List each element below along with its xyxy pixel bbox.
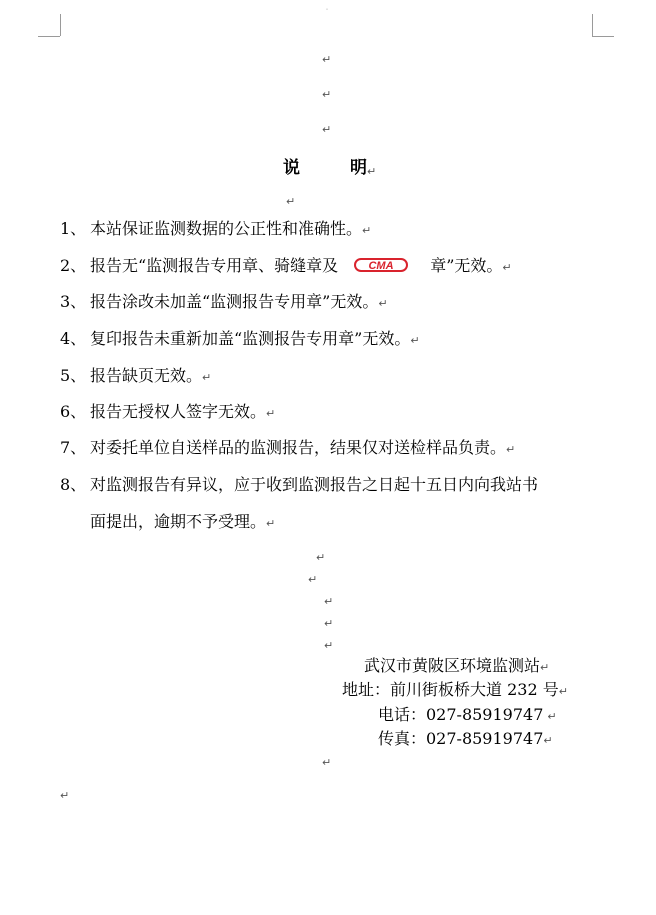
paragraph-mark: ↵	[558, 685, 568, 698]
paragraph-mark: ↵	[322, 88, 332, 101]
organization-name	[364, 656, 549, 676]
list-item	[60, 256, 512, 276]
paragraph-mark: ↵	[60, 789, 70, 802]
paragraph-mark: ↵	[410, 334, 420, 347]
paragraph-mark: ↵	[362, 224, 372, 237]
item-number: 2、	[60, 256, 87, 275]
page-title	[283, 153, 376, 178]
item-text-suffix: 章”无效。	[430, 256, 503, 275]
item-text: 对监测报告有异议，应于收到监测报告之日起十五日内向我站书	[90, 475, 539, 494]
item-text: 对委托单位自送样品的监测报告，结果仅对送检样品负责。	[90, 438, 507, 457]
item-text: 复印报告未重新加盖“监测报告专用章”无效。	[90, 329, 411, 348]
paragraph-mark: ↵	[324, 617, 334, 630]
crop-mark-top-right-vertical	[592, 14, 593, 36]
list-item	[60, 219, 371, 239]
item-text-continuation: 面提出，逾期不予受理。	[90, 512, 267, 531]
cma-logo	[354, 258, 408, 272]
paragraph-mark: ↵	[502, 261, 512, 274]
paragraph-mark: ↵	[266, 407, 276, 420]
item-number: 3、	[60, 292, 87, 311]
paragraph-mark: ↵	[543, 734, 553, 747]
paragraph-mark: ↵	[367, 165, 377, 178]
list-item-continuation	[90, 512, 275, 532]
organization-fax	[378, 729, 553, 749]
item-text: 报告无授权人签字无效。	[90, 402, 267, 421]
paragraph-mark: ↵	[266, 517, 276, 530]
list-item	[60, 366, 211, 386]
paragraph-mark: ↵	[316, 551, 326, 564]
paragraph-mark: ↵	[322, 756, 332, 769]
item-text: 报告无“监测报告专用章、骑缝章及	[90, 256, 339, 275]
header-dot-mark: ˙	[325, 8, 329, 17]
title-part-1: 说	[283, 158, 300, 178]
item-number: 8、	[60, 475, 87, 494]
cma-logo-text: CMA	[368, 260, 394, 272]
organization-phone	[378, 705, 557, 725]
paragraph-mark: ↵	[324, 639, 334, 652]
crop-mark-top-left-horizontal	[38, 36, 60, 37]
item-number: 1、	[60, 219, 87, 238]
item-text: 报告缺页无效。	[90, 366, 203, 385]
paragraph-mark: ↵	[540, 661, 550, 674]
paragraph-mark: ↵	[324, 595, 334, 608]
item-number: 5、	[60, 366, 87, 385]
item-number: 6、	[60, 402, 87, 421]
organization-fax-text: 传真：027-85919747	[378, 729, 544, 748]
title-part-2: 明	[350, 158, 367, 178]
paragraph-mark: ↵	[378, 297, 388, 310]
paragraph-mark: ↵	[308, 573, 318, 586]
crop-mark-top-left-vertical	[60, 14, 61, 36]
list-item	[60, 402, 275, 422]
item-text: 报告涂改未加盖“监测报告专用章”无效。	[90, 292, 379, 311]
crop-mark-top-right-horizontal	[592, 36, 614, 37]
item-text: 本站保证监测数据的公正性和准确性。	[90, 219, 363, 238]
paragraph-mark: ↵	[202, 371, 212, 384]
paragraph-mark: ↵	[322, 53, 332, 66]
paragraph-mark: ↵	[286, 195, 296, 208]
organization-name-text: 武汉市黄陂区环境监测站	[364, 656, 541, 675]
paragraph-mark: ↵	[506, 443, 516, 456]
list-item	[60, 329, 420, 349]
organization-phone-text: 电话：027-85919747	[378, 705, 544, 724]
paragraph-mark: ↵	[322, 123, 332, 136]
organization-address	[342, 680, 568, 700]
list-item	[60, 438, 515, 458]
item-number: 7、	[60, 438, 87, 457]
list-item	[60, 475, 538, 495]
list-item	[60, 292, 388, 312]
paragraph-mark: ↵	[547, 710, 557, 723]
organization-address-text: 地址：前川街板桥大道 232 号	[342, 680, 559, 699]
item-number: 4、	[60, 329, 87, 348]
